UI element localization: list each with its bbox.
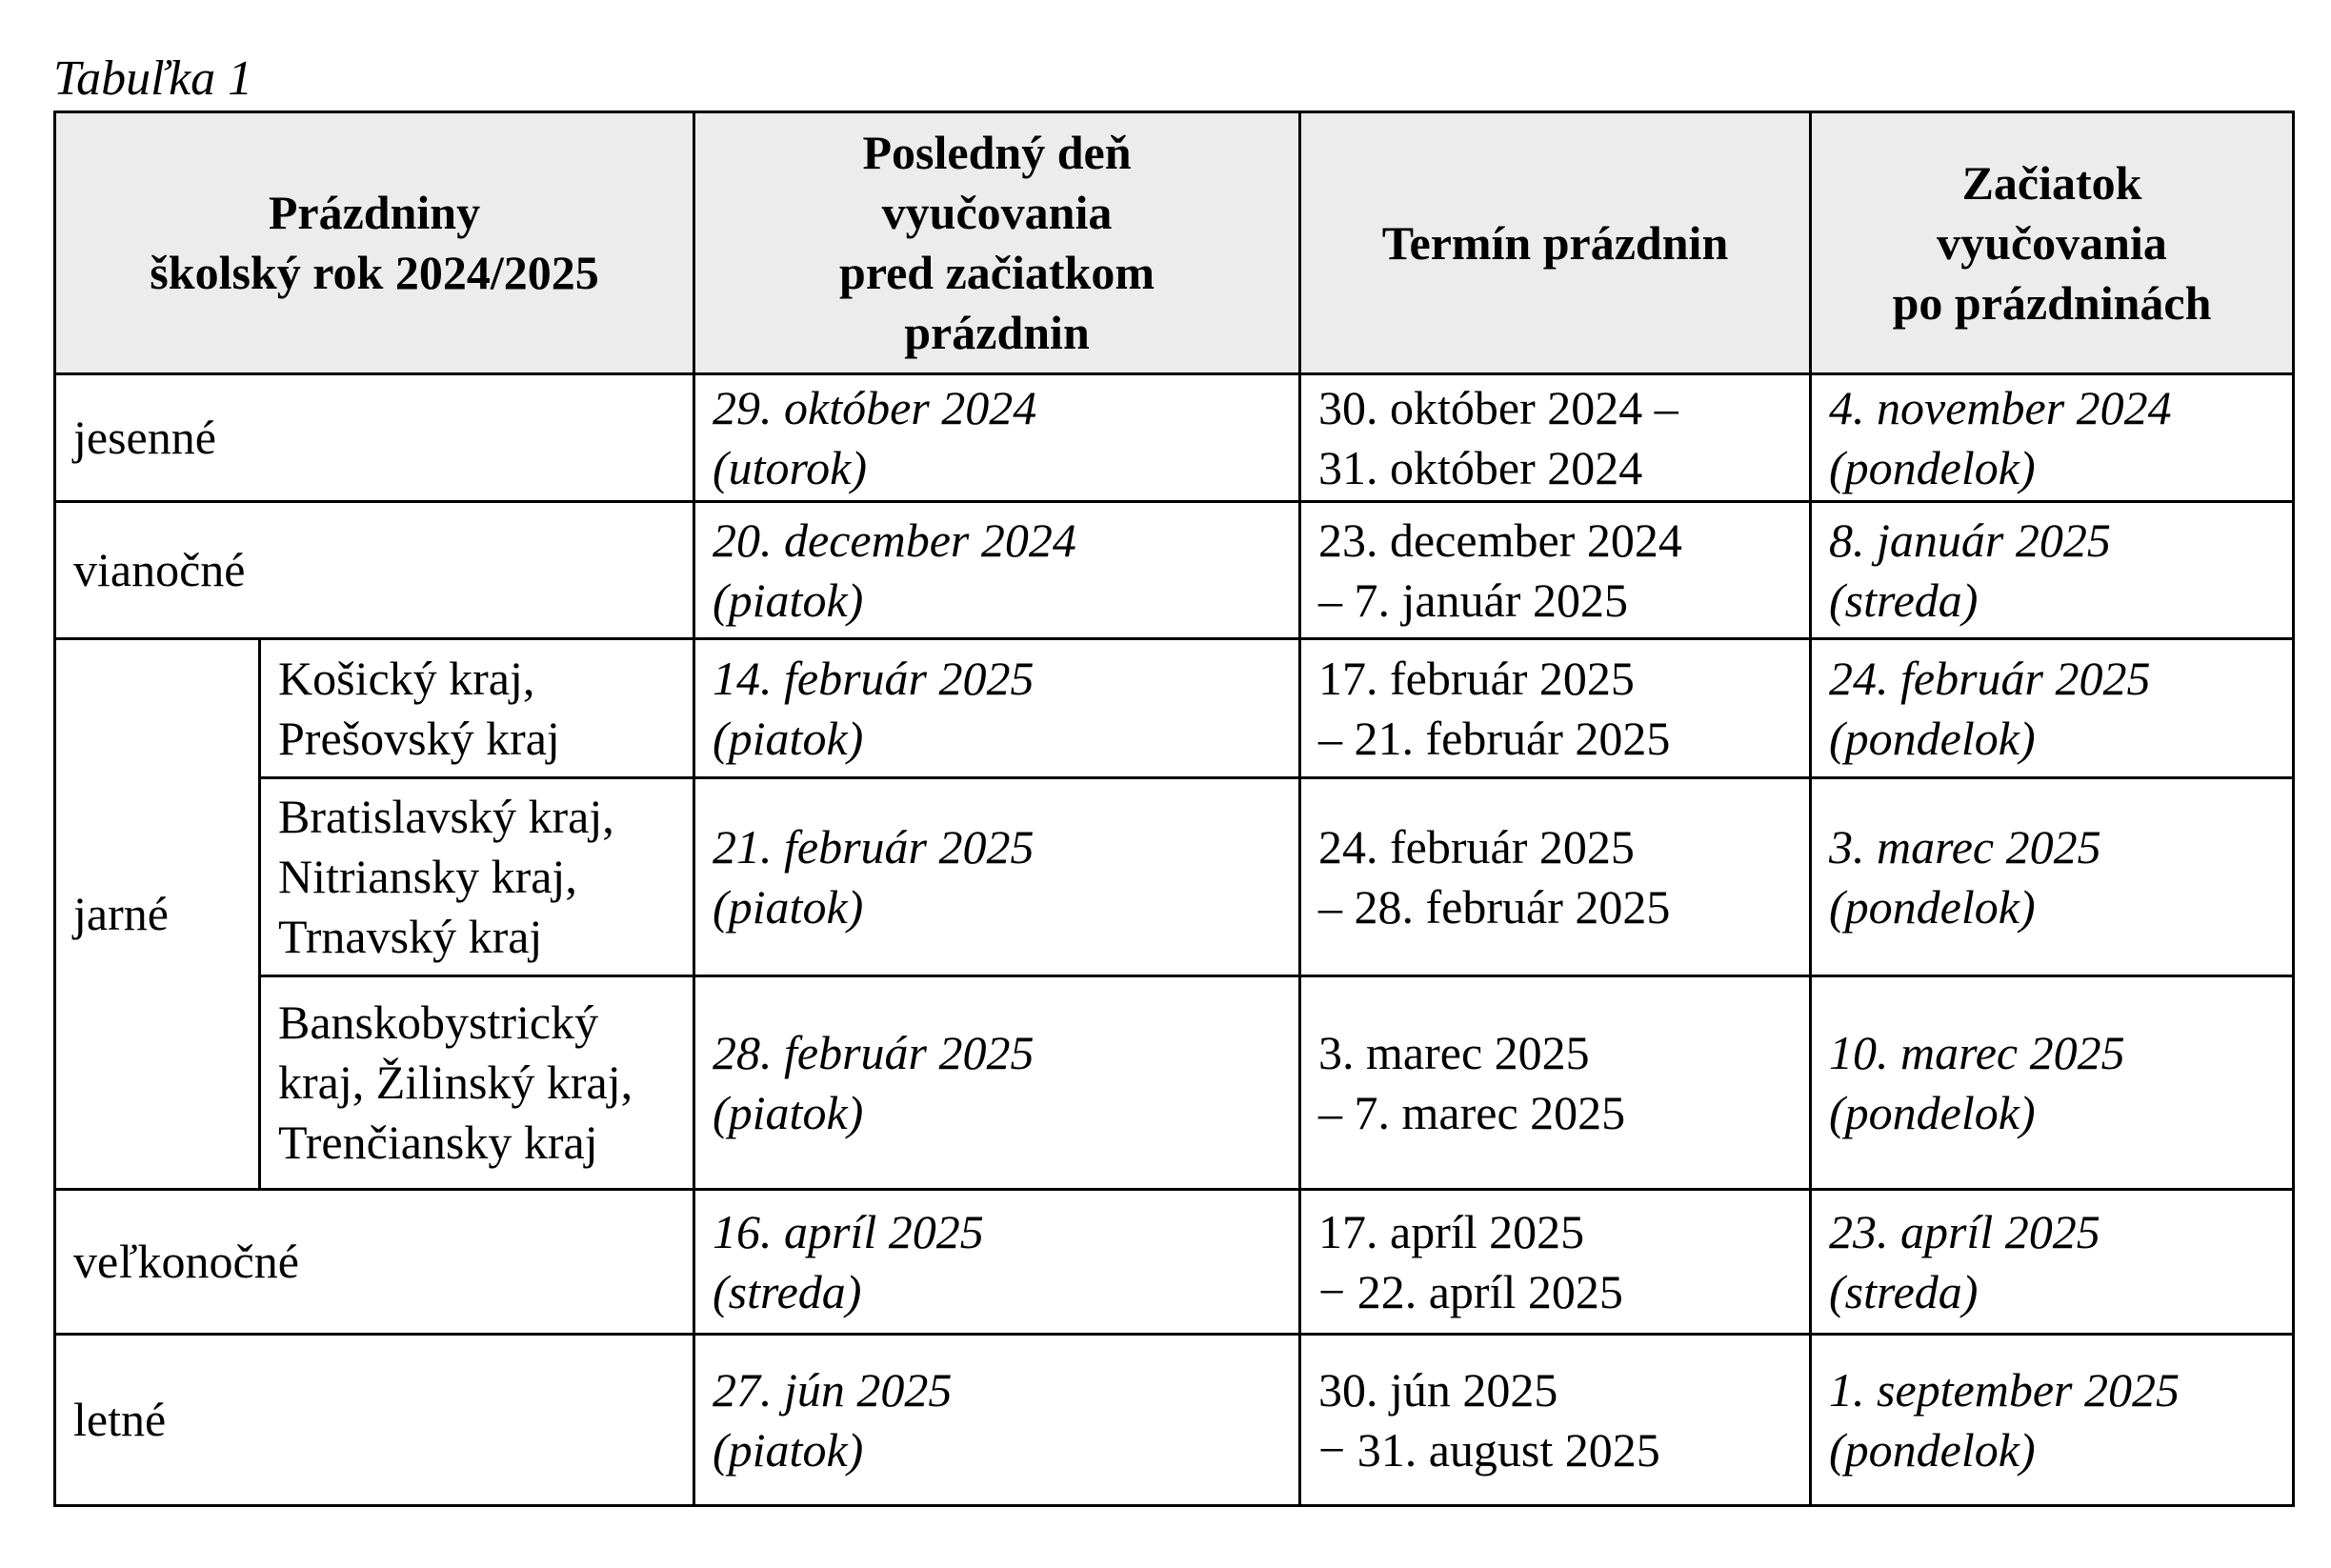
start-date: 3. marec 2025 xyxy=(1829,819,2101,874)
region-line: kraj, Žilinský kraj, xyxy=(278,1055,633,1109)
last-day-cell xyxy=(694,639,1300,778)
header-last-day-line-3: pred začiatkom xyxy=(839,246,1155,299)
term-from: 30. jún 2025 xyxy=(1318,1362,1558,1417)
region-line: Nitriansky kraj, xyxy=(278,850,577,903)
term-cell xyxy=(1300,976,1811,1190)
start-cell xyxy=(1811,778,2294,976)
region-line: Trenčiansky kraj xyxy=(278,1116,598,1169)
holiday-name: jesenné xyxy=(55,374,694,502)
term-to: – 7. január 2025 xyxy=(1318,573,1628,627)
last-day-date: 29. október 2024 xyxy=(713,380,1037,434)
header-start-line-1: Začiatok xyxy=(1961,155,2142,210)
last-day-cell xyxy=(694,374,1300,502)
term-to: − 31. august 2025 xyxy=(1318,1422,1660,1477)
term-to: – 7. marec 2025 xyxy=(1318,1085,1626,1139)
term-to: – 28. február 2025 xyxy=(1318,879,1671,934)
start-cell xyxy=(1811,639,2294,778)
last-day-date: 20. december 2024 xyxy=(713,513,1076,567)
term-from: 23. december 2024 xyxy=(1318,513,1682,567)
last-day-weekday: (streda) xyxy=(713,1264,862,1318)
term-cell xyxy=(1300,502,1811,639)
term-cell xyxy=(1300,374,1811,502)
header-start-line-2: vyučovania xyxy=(1937,215,2167,270)
last-day-weekday: (utorok) xyxy=(713,440,868,494)
last-day-cell xyxy=(694,778,1300,976)
header-last-day-line-4: prázdnin xyxy=(904,306,1090,359)
last-day-cell xyxy=(694,1335,1300,1506)
header-term-line-1: Termín prázdnin xyxy=(1381,215,1729,270)
start-weekday: (streda) xyxy=(1829,1264,1979,1318)
table-row xyxy=(55,639,2294,778)
start-cell xyxy=(1811,976,2294,1190)
start-weekday: (streda) xyxy=(1829,573,1979,627)
term-to: − 22. apríl 2025 xyxy=(1318,1264,1623,1318)
last-day-date: 14. február 2025 xyxy=(713,651,1035,705)
region-cell xyxy=(260,639,694,778)
table-row xyxy=(55,1335,2294,1506)
term-to: 31. október 2024 xyxy=(1318,440,1643,494)
start-date: 1. september 2025 xyxy=(1829,1362,2180,1417)
term-from: 3. marec 2025 xyxy=(1318,1025,1590,1079)
start-cell xyxy=(1811,1335,2294,1506)
holiday-name: letné xyxy=(55,1335,694,1506)
region-line: Trnavský kraj xyxy=(278,910,543,963)
table-row xyxy=(55,1190,2294,1335)
start-date: 24. február 2025 xyxy=(1829,651,2151,705)
start-date: 8. január 2025 xyxy=(1829,513,2111,567)
last-day-weekday: (piatok) xyxy=(713,711,864,765)
last-day-weekday: (piatok) xyxy=(713,1422,864,1477)
start-weekday: (pondelok) xyxy=(1829,879,2036,934)
last-day-cell xyxy=(694,1190,1300,1335)
header-last-day xyxy=(694,112,1300,374)
last-day-cell xyxy=(694,976,1300,1190)
table-header-row xyxy=(55,112,2294,374)
start-weekday: (pondelok) xyxy=(1829,711,2036,765)
holiday-name: jarné xyxy=(55,639,260,1190)
region-line: Bratislavský kraj, xyxy=(278,790,614,843)
term-from: 17. apríl 2025 xyxy=(1318,1204,1585,1258)
header-holidays xyxy=(55,112,694,374)
holiday-name: veľkonočné xyxy=(55,1190,694,1335)
region-line: Prešovský kraj xyxy=(278,711,560,765)
start-weekday: (pondelok) xyxy=(1829,1422,2036,1477)
header-holidays-line-2: školský rok 2024/2025 xyxy=(150,246,599,299)
header-term xyxy=(1300,112,1811,374)
term-to: – 21. február 2025 xyxy=(1318,711,1671,765)
start-weekday: (pondelok) xyxy=(1829,1085,2036,1139)
last-day-cell xyxy=(694,502,1300,639)
last-day-date: 27. jún 2025 xyxy=(713,1362,953,1417)
start-weekday: (pondelok) xyxy=(1829,440,2036,494)
last-day-date: 28. február 2025 xyxy=(713,1025,1035,1079)
last-day-weekday: (piatok) xyxy=(713,573,864,627)
last-day-date: 16. apríl 2025 xyxy=(713,1204,984,1258)
term-cell xyxy=(1300,639,1811,778)
table-row xyxy=(55,374,2294,502)
term-from: 30. október 2024 – xyxy=(1318,380,1678,434)
start-date: 23. apríl 2025 xyxy=(1829,1204,2100,1258)
header-holidays-line-1: Prázdniny xyxy=(268,186,481,239)
term-cell xyxy=(1300,1190,1811,1335)
region-line: Košický kraj, xyxy=(278,651,535,705)
school-holidays-table xyxy=(53,111,2295,1507)
term-from: 17. február 2025 xyxy=(1318,651,1635,705)
region-line: Banskobystrický xyxy=(278,995,599,1049)
table-row xyxy=(55,778,2294,976)
last-day-weekday: (piatok) xyxy=(713,1085,864,1139)
term-cell xyxy=(1300,778,1811,976)
last-day-date: 21. február 2025 xyxy=(713,819,1035,874)
header-start-line-3: po prázdninách xyxy=(1892,275,2212,330)
region-cell xyxy=(260,778,694,976)
holiday-name: vianočné xyxy=(55,502,694,639)
start-cell xyxy=(1811,1190,2294,1335)
header-last-day-line-1: Posledný deň xyxy=(862,126,1132,179)
term-cell xyxy=(1300,1335,1811,1506)
last-day-weekday: (piatok) xyxy=(713,879,864,934)
region-cell xyxy=(260,976,694,1190)
table-row xyxy=(55,976,2294,1190)
header-start xyxy=(1811,112,2294,374)
header-last-day-line-2: vyučovania xyxy=(881,186,1113,239)
start-cell xyxy=(1811,374,2294,502)
start-cell xyxy=(1811,502,2294,639)
table-caption: Tabuľka 1 xyxy=(53,51,253,106)
table-row xyxy=(55,502,2294,639)
start-date: 4. november 2024 xyxy=(1829,380,2172,434)
start-date: 10. marec 2025 xyxy=(1829,1025,2125,1079)
term-from: 24. február 2025 xyxy=(1318,819,1635,874)
